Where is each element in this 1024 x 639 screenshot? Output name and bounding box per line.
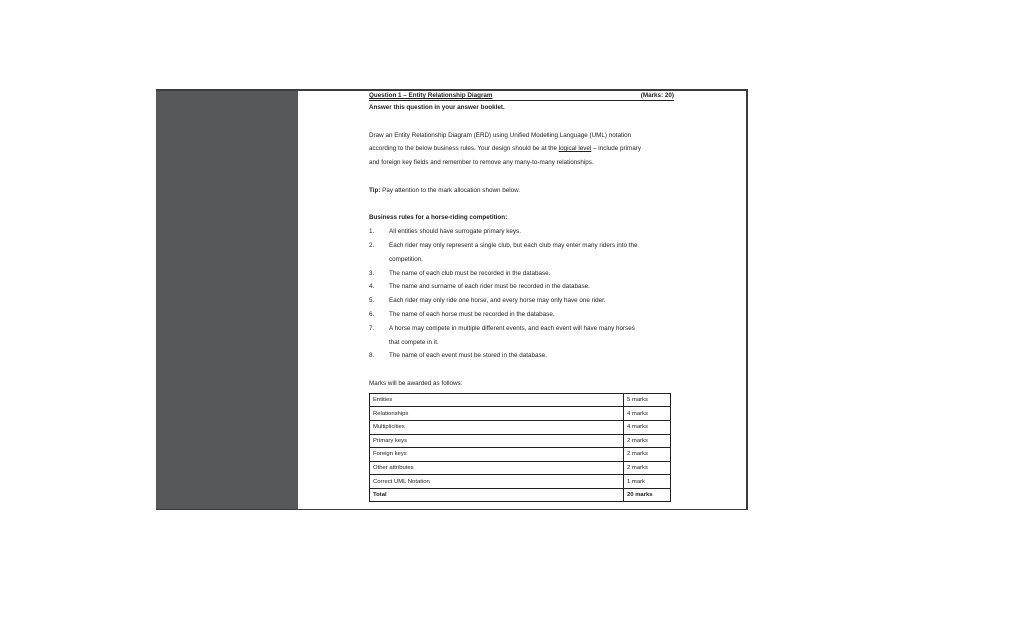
marks-table [369,393,671,503]
question-marks: (Marks: 20) [640,92,674,99]
document-viewer [156,89,748,510]
rule-item: 2. Each rider may only represent a single club, but each club may enter many riders into the [369,241,638,249]
rule-item: 6. The name of each horse must be recorded in the database. [369,310,555,318]
rules-heading: Business rules for a horse-riding competition: [369,214,508,222]
question-content [369,91,674,502]
rule-item: 7. A horse may compete in multiple different events, and each event will have many horses [369,324,635,332]
instruction-text: Answer this question in your answer booklet. [369,104,505,111]
document-page [298,91,746,509]
intro-line-3: and foreign key fields and remember to remove any many-to-many relationships. [369,159,594,167]
table-row: Foreign keys 2 marks [370,448,671,462]
rule-item: 3. The name of each club must be recorded in the database. [369,269,551,277]
total-row: Total 20 marks [370,488,671,502]
rule-item-continued: competition. [389,255,423,263]
logical-level-link: logical level [558,145,592,153]
rule-item: 8. The name of each event must be stored in the database. [369,352,547,360]
table-row: Relationships 4 marks [370,407,671,421]
question-header [369,91,674,101]
table-row: Primary keys 2 marks [370,434,671,448]
question-title: Question 1 – Entity Relationship Diagram [369,92,493,99]
table-row: Correct UML Notation 1 mark [370,475,671,489]
rule-item-continued: that compete in it. [389,338,439,346]
rule-item: 1. All entities should have surrogate primary keys. [369,228,521,236]
tip-text: Tip: Pay attention to the mark allocation shown below. [369,186,521,194]
marks-intro: Marks will be awarded as follows: [369,379,463,387]
table-row: Other attributes 2 marks [370,461,671,475]
rule-item: 5. Each rider may only ride one horse, and every horse may only have one rider. [369,297,606,305]
table-row: Entities 5 marks [370,393,671,407]
table-row: Multiplicities 4 marks [370,420,671,434]
rule-item: 4. The name and surname of each rider must be recorded in the database. [369,283,590,291]
intro-line-1: Draw an Entity Relationship Diagram (ERD) using Unified Modelling Language (UML) notation [369,131,632,139]
intro-line-2: according to the below business rules. Your design should be at the logical level – include primary [369,145,641,153]
business-rules-list [369,225,674,363]
